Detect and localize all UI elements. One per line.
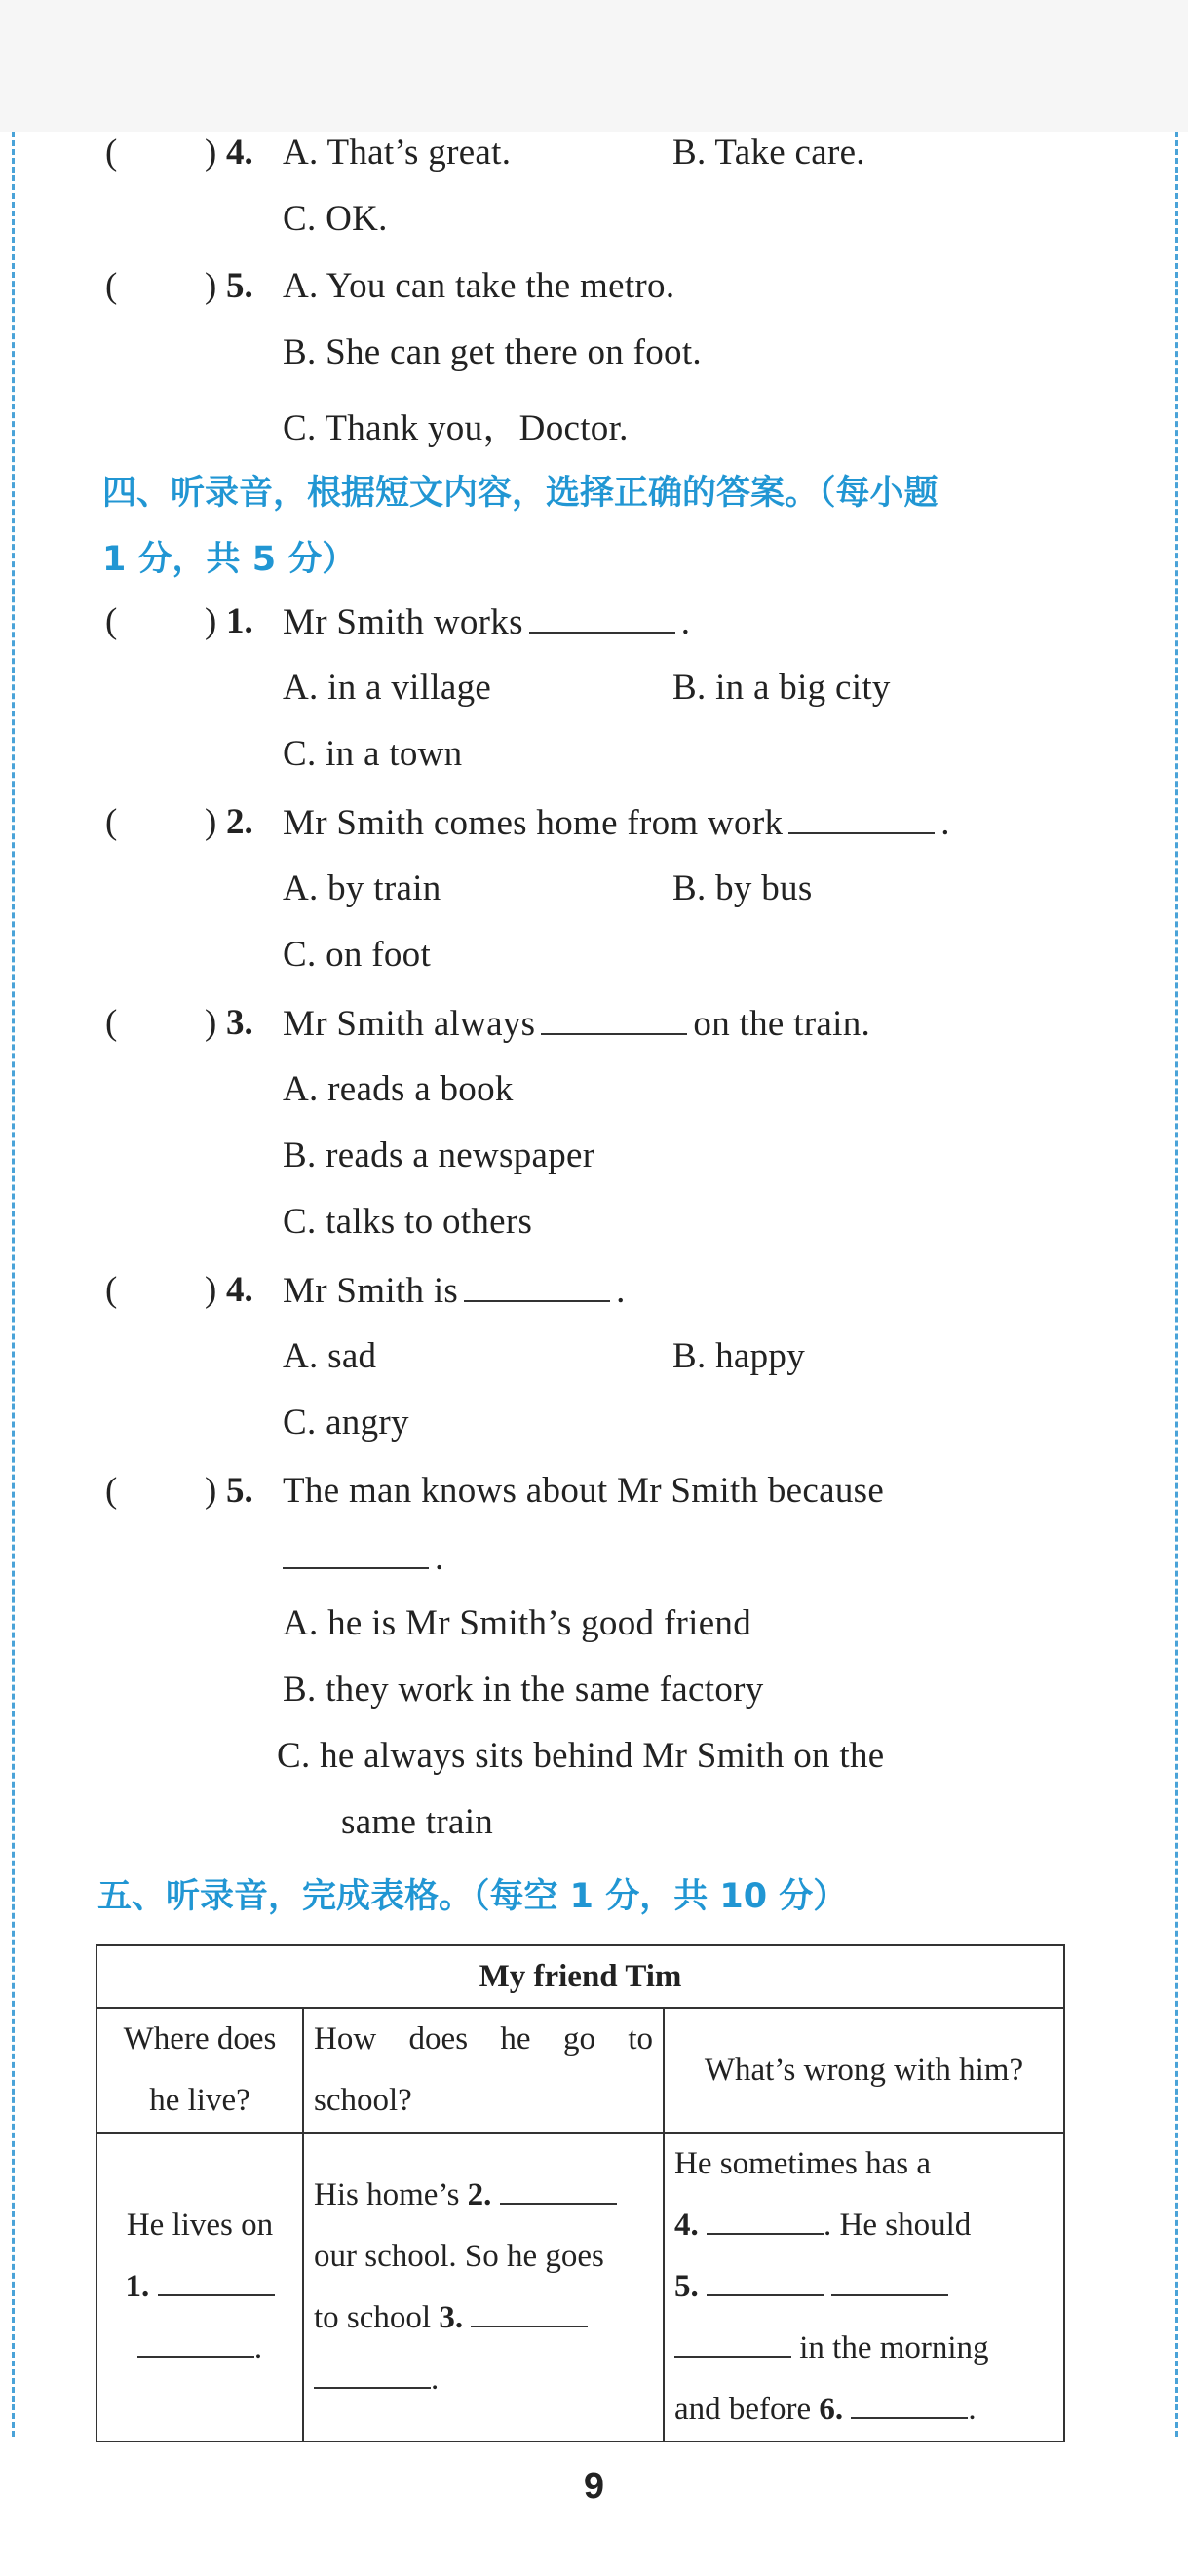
answer-paren-open: (	[105, 1003, 118, 1043]
section5-heading: 五、听录音，完成表格。（每空 1 分，共 10 分）	[97, 1877, 848, 1916]
option-b: B. happy	[672, 1336, 806, 1376]
option-a: A. reads a book	[283, 1069, 514, 1109]
answer-blank[interactable]	[314, 2358, 431, 2389]
option-a: A. You can take the metro.	[283, 266, 675, 306]
option-a: A. by train	[283, 868, 441, 908]
table-header-where: Where does he live?	[96, 2008, 303, 2133]
option-c: C. in a town	[283, 734, 463, 774]
option-c-line1: C. he always sits behind Mr Smith on the	[277, 1736, 885, 1776]
question-stem: Mr Smith works .	[283, 602, 691, 642]
answer-paren-open: (	[105, 133, 118, 173]
answer-paren-close: )	[205, 1471, 217, 1511]
blank-number: 4.	[674, 2208, 699, 2243]
answer-blank[interactable]	[158, 2265, 275, 2296]
top-margin	[0, 0, 1188, 132]
tim-info-table	[96, 1944, 1065, 2442]
right-dashed-border	[1175, 132, 1178, 2437]
left-dashed-border	[12, 132, 15, 2437]
section4-heading-line2: 1 分，共 5 分）	[102, 540, 357, 579]
question-number: 5.	[226, 266, 253, 306]
answer-blank[interactable]	[529, 600, 675, 634]
option-b: B. She can get there on foot.	[283, 332, 702, 372]
answer-paren-open: (	[105, 601, 118, 641]
answer-paren-close: )	[205, 1270, 217, 1310]
answer-paren-close: )	[205, 133, 217, 173]
option-b: B. they work in the same factory	[283, 1670, 764, 1710]
table-cell-wrong: He sometimes has a 4. . He should 5. in the morning and before 6. .	[664, 2133, 1064, 2441]
question-number: 4.	[226, 133, 253, 173]
option-b: B. by bus	[672, 868, 813, 908]
answer-paren-open: (	[105, 266, 118, 306]
blank-number: 1.	[125, 2269, 150, 2304]
answer-paren-open: (	[105, 802, 118, 842]
option-c: C. OK.	[283, 199, 388, 239]
answer-paren-close: )	[205, 601, 217, 641]
table-title: My friend Tim	[96, 1945, 1064, 2008]
option-c: C. Thank you，Doctor.	[283, 408, 629, 448]
blank-number: 3.	[439, 2299, 464, 2335]
answer-blank[interactable]	[500, 2173, 617, 2205]
blank-number: 5.	[674, 2269, 699, 2304]
option-b: B. in a big city	[672, 668, 891, 708]
blank-number: 6.	[819, 2392, 844, 2427]
option-b: B. reads a newspaper	[283, 1135, 595, 1175]
option-c-line2: same train	[341, 1802, 494, 1842]
blank-number: 2.	[467, 2176, 492, 2212]
option-a: A. he is Mr Smith’s good friend	[283, 1603, 752, 1643]
question-number: 3.	[226, 1003, 253, 1043]
option-c: C. on foot	[283, 935, 432, 975]
option-b: B. Take care.	[672, 133, 865, 173]
question-number: 4.	[226, 1270, 253, 1310]
table-header-wrong: What’s wrong with him?	[664, 2008, 1064, 2133]
question-stem-line2: .	[277, 1536, 444, 1579]
answer-paren-close: )	[205, 1003, 217, 1043]
table-cell-how: His home’s 2. our school. So he goes to school 3. .	[303, 2133, 664, 2441]
option-a: A. That’s great.	[283, 133, 512, 173]
answer-blank[interactable]	[707, 2265, 824, 2296]
answer-paren-open: (	[105, 1270, 118, 1310]
question-stem: Mr Smith comes home from work .	[283, 803, 950, 843]
question-number: 1.	[226, 601, 253, 641]
answer-blank[interactable]	[541, 1002, 687, 1035]
question-stem: Mr Smith is .	[283, 1271, 626, 1311]
answer-blank[interactable]	[851, 2388, 968, 2419]
page-number: 9	[583, 2466, 605, 2507]
question-stem: Mr Smith always on the train.	[283, 1004, 871, 1044]
answer-blank[interactable]	[831, 2265, 948, 2296]
option-a: A. sad	[283, 1336, 377, 1376]
answer-paren-close: )	[205, 266, 217, 306]
table-cell-where: He lives on 1. .	[96, 2133, 303, 2441]
question-number: 2.	[226, 802, 253, 842]
section4-heading-line1: 四、听录音，根据短文内容，选择正确的答案。（每小题	[102, 474, 939, 513]
answer-blank[interactable]	[471, 2296, 588, 2327]
answer-blank[interactable]	[788, 801, 935, 834]
table-header-how: How does he go to school?	[303, 2008, 664, 2133]
cell-text: He lives on	[126, 2208, 274, 2243]
question-stem-line1: The man knows about Mr Smith because	[283, 1471, 885, 1511]
question-number: 5.	[226, 1471, 253, 1511]
answer-paren-close: )	[205, 802, 217, 842]
option-c: C. angry	[283, 1403, 409, 1442]
answer-blank[interactable]	[283, 1536, 429, 1569]
option-a: A. in a village	[283, 668, 492, 708]
answer-paren-open: (	[105, 1471, 118, 1511]
answer-blank[interactable]	[674, 2326, 791, 2358]
answer-blank[interactable]	[707, 2204, 824, 2235]
answer-blank[interactable]	[464, 1269, 610, 1302]
option-c: C. talks to others	[283, 1202, 533, 1242]
answer-blank[interactable]	[137, 2326, 254, 2358]
